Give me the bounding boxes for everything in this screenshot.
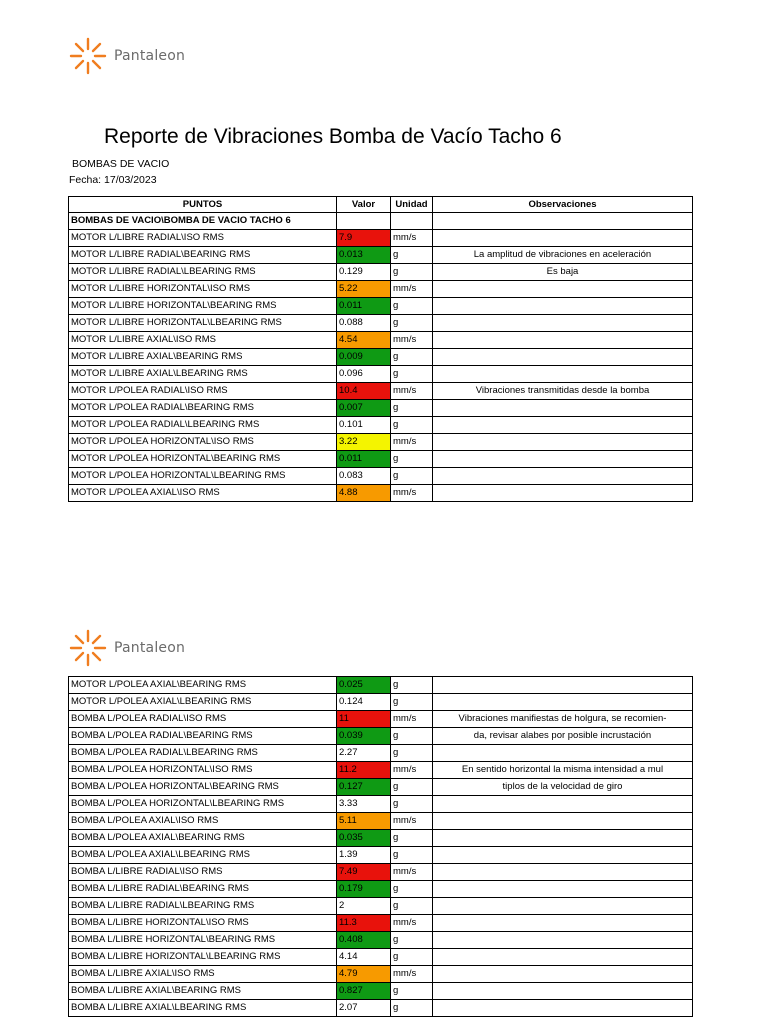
vibration-table-page-1 [68,196,693,502]
unidad-cell: mm/s [391,966,433,983]
unidad-cell: mm/s [391,762,433,779]
observacion-cell: Vibraciones manifiestas de holgura, se recomien- [433,711,693,728]
table-row [69,434,693,451]
unidad-cell: g [391,247,433,264]
valor-cell: 0.025 [337,677,391,694]
table-header-row [69,197,693,213]
valor-cell: 3.33 [337,796,391,813]
observacion-cell: Es baja [433,264,693,281]
punto-cell: MOTOR L/POLEA HORIZONTAL\ISO RMS [69,434,337,451]
punto-cell: MOTOR L/LIBRE HORIZONTAL\LBEARING RMS [69,315,337,332]
table-row [69,468,693,485]
observacion-cell: Vibraciones transmitidas desde la bomba [433,383,693,400]
table-row [69,813,693,830]
unidad-cell: mm/s [391,281,433,298]
punto-cell: BOMBA L/POLEA AXIAL\BEARING RMS [69,830,337,847]
punto-cell: MOTOR L/LIBRE AXIAL\LBEARING RMS [69,366,337,383]
punto-cell: BOMBA L/POLEA HORIZONTAL\BEARING RMS [69,779,337,796]
unidad-cell: mm/s [391,485,433,502]
observacion-cell [433,451,693,468]
observacion-cell [433,332,693,349]
unidad-cell: g [391,451,433,468]
unidad-cell: g [391,677,433,694]
unidad-cell: g [391,745,433,762]
punto-cell: MOTOR L/LIBRE AXIAL\BEARING RMS [69,349,337,366]
unidad-cell: g [391,417,433,434]
observacion-cell [433,949,693,966]
unidad-cell: mm/s [391,711,433,728]
observacion-cell [433,694,693,711]
table-row [69,898,693,915]
observacion-cell [433,745,693,762]
punto-cell: MOTOR L/LIBRE HORIZONTAL\BEARING RMS [69,298,337,315]
punto-cell: MOTOR L/POLEA RADIAL\ISO RMS [69,383,337,400]
unidad-cell: g [391,264,433,281]
unidad-cell: g [391,315,433,332]
table-row [69,881,693,898]
valor-cell: 3.22 [337,434,391,451]
table-row [69,264,693,281]
table-row [69,451,693,468]
table-row [69,915,693,932]
table-row [69,779,693,796]
observacion-cell [433,677,693,694]
valor-cell: 2.27 [337,745,391,762]
unidad-cell: mm/s [391,864,433,881]
valor-cell: 5.22 [337,281,391,298]
punto-cell: MOTOR L/POLEA AXIAL\BEARING RMS [69,677,337,694]
table-row [69,349,693,366]
valor-cell: 4.79 [337,966,391,983]
unidad-cell: g [391,728,433,745]
observacion-cell [433,230,693,247]
observacion-cell: En sentido horizontal la misma intensidad a mul [433,762,693,779]
header-observaciones: Observaciones [433,197,693,213]
table-row [69,762,693,779]
punto-cell: BOMBA L/POLEA AXIAL\ISO RMS [69,813,337,830]
unidad-cell: g [391,949,433,966]
observacion-cell: da, revisar alabes por posible incrustación [433,728,693,745]
punto-cell: BOMBA L/POLEA RADIAL\LBEARING RMS [69,745,337,762]
company-logo-page-2 [68,628,185,668]
punto-cell: BOMBA L/LIBRE HORIZONTAL\BEARING RMS [69,932,337,949]
punto-cell: BOMBA L/POLEA RADIAL\ISO RMS [69,711,337,728]
observacion-cell [433,915,693,932]
punto-cell: BOMBA L/POLEA RADIAL\BEARING RMS [69,728,337,745]
table-row [69,247,693,264]
punto-cell: MOTOR L/LIBRE RADIAL\BEARING RMS [69,247,337,264]
table-row [69,847,693,864]
pantaleon-logo-icon [68,36,108,76]
punto-cell: BOMBA L/LIBRE HORIZONTAL\ISO RMS [69,915,337,932]
group-label: BOMBAS DE VACIO\BOMBA DE VACIO TACHO 6 [69,213,337,230]
pantaleon-logo-icon [68,628,108,668]
punto-cell: MOTOR L/LIBRE RADIAL\ISO RMS [69,230,337,247]
punto-cell: BOMBA L/LIBRE HORIZONTAL\LBEARING RMS [69,949,337,966]
valor-cell: 0.096 [337,366,391,383]
company-logo [68,36,185,76]
unidad-cell: g [391,349,433,366]
observacion-cell [433,298,693,315]
unidad-cell: mm/s [391,915,433,932]
valor-cell: 0.088 [337,315,391,332]
table-row [69,677,693,694]
table-row [69,796,693,813]
punto-cell: BOMBA L/POLEA HORIZONTAL\LBEARING RMS [69,796,337,813]
valor-cell: 0.827 [337,983,391,1000]
unidad-cell: g [391,796,433,813]
table-row [69,830,693,847]
observacion-cell [433,366,693,383]
valor-cell: 1.39 [337,847,391,864]
department-label: BOMBAS DE VACIO [72,158,170,170]
punto-cell: MOTOR L/LIBRE HORIZONTAL\ISO RMS [69,281,337,298]
punto-cell: MOTOR L/POLEA HORIZONTAL\BEARING RMS [69,451,337,468]
observacion-cell [433,898,693,915]
unidad-cell: g [391,468,433,485]
table-row [69,949,693,966]
valor-cell: 0.035 [337,830,391,847]
valor-cell: 0.011 [337,451,391,468]
unidad-cell: g [391,830,433,847]
table-row [69,694,693,711]
observacion-cell [433,485,693,502]
punto-cell: MOTOR L/POLEA RADIAL\BEARING RMS [69,400,337,417]
report-date: Fecha: 17/03/2023 [69,174,157,186]
observacion-cell [433,864,693,881]
unidad-cell: mm/s [391,383,433,400]
observacion-cell [433,983,693,1000]
punto-cell: BOMBA L/POLEA HORIZONTAL\ISO RMS [69,762,337,779]
group-row [69,213,693,230]
unidad-cell: g [391,366,433,383]
table-row [69,1000,693,1017]
table-row [69,383,693,400]
valor-cell: 7.9 [337,230,391,247]
table-row [69,366,693,383]
punto-cell: BOMBA L/LIBRE AXIAL\ISO RMS [69,966,337,983]
punto-cell: MOTOR L/POLEA RADIAL\LBEARING RMS [69,417,337,434]
valor-cell: 0.083 [337,468,391,485]
valor-cell: 2 [337,898,391,915]
observacion-cell: La amplitud de vibraciones en aceleración [433,247,693,264]
observacion-cell [433,1000,693,1017]
unidad-cell: mm/s [391,434,433,451]
table-row [69,745,693,762]
punto-cell: BOMBA L/LIBRE AXIAL\BEARING RMS [69,983,337,1000]
table-row [69,281,693,298]
observacion-cell: tiplos de la velocidad de giro [433,779,693,796]
punto-cell: MOTOR L/LIBRE AXIAL\ISO RMS [69,332,337,349]
observacion-cell [433,349,693,366]
observacion-cell [433,796,693,813]
valor-cell: 5.11 [337,813,391,830]
observacion-cell [433,468,693,485]
valor-cell: 0.039 [337,728,391,745]
table-row [69,485,693,502]
observacion-cell [433,881,693,898]
table-row [69,400,693,417]
table-row [69,728,693,745]
valor-cell: 4.14 [337,949,391,966]
valor-cell: 0.011 [337,298,391,315]
valor-cell: 0.009 [337,349,391,366]
report-title: Reporte de Vibraciones Bomba de Vacío Tacho 6 [104,125,562,148]
valor-cell: 4.88 [337,485,391,502]
unidad-cell: g [391,898,433,915]
observacion-cell [433,830,693,847]
punto-cell: MOTOR L/POLEA HORIZONTAL\LBEARING RMS [69,468,337,485]
unidad-cell: g [391,779,433,796]
table-row [69,711,693,728]
punto-cell: MOTOR L/LIBRE RADIAL\LBEARING RMS [69,264,337,281]
table-row [69,983,693,1000]
unidad-cell: g [391,1000,433,1017]
unidad-cell: g [391,847,433,864]
valor-cell: 0.101 [337,417,391,434]
unidad-cell: mm/s [391,813,433,830]
header-unidad: Unidad [391,197,433,213]
punto-cell: BOMBA L/LIBRE AXIAL\LBEARING RMS [69,1000,337,1017]
table-row [69,932,693,949]
unidad-cell: g [391,983,433,1000]
table-row [69,298,693,315]
observacion-cell [433,417,693,434]
valor-cell: 0.408 [337,932,391,949]
vibration-table-page-2 [68,676,693,1017]
unidad-cell: mm/s [391,230,433,247]
punto-cell: BOMBA L/LIBRE RADIAL\BEARING RMS [69,881,337,898]
punto-cell: BOMBA L/LIBRE RADIAL\ISO RMS [69,864,337,881]
unidad-cell: g [391,694,433,711]
observacion-cell [433,847,693,864]
valor-cell: 0.179 [337,881,391,898]
logo-text: Pantaleon [114,48,186,64]
valor-cell: 0.007 [337,400,391,417]
valor-cell: 2.07 [337,1000,391,1017]
table-row [69,417,693,434]
table-row [69,966,693,983]
observacion-cell [433,813,693,830]
logo-text: Pantaleon [114,640,186,656]
unidad-cell: g [391,298,433,315]
observacion-cell [433,966,693,983]
table-row [69,230,693,247]
valor-cell: 0.129 [337,264,391,281]
observacion-cell [433,315,693,332]
valor-cell: 0.127 [337,779,391,796]
punto-cell: MOTOR L/POLEA AXIAL\ISO RMS [69,485,337,502]
unidad-cell: mm/s [391,332,433,349]
punto-cell: BOMBA L/POLEA AXIAL\LBEARING RMS [69,847,337,864]
valor-cell: 0.013 [337,247,391,264]
observacion-cell [433,281,693,298]
table-row [69,315,693,332]
observacion-cell [433,400,693,417]
header-valor: Valor [337,197,391,213]
observacion-cell [433,932,693,949]
unidad-cell: g [391,400,433,417]
valor-cell: 11 [337,711,391,728]
table-row [69,864,693,881]
valor-cell: 11.3 [337,915,391,932]
punto-cell: MOTOR L/POLEA AXIAL\LBEARING RMS [69,694,337,711]
valor-cell: 0.124 [337,694,391,711]
table-row [69,332,693,349]
punto-cell: BOMBA L/LIBRE RADIAL\LBEARING RMS [69,898,337,915]
header-puntos: PUNTOS [69,197,337,213]
observacion-cell [433,434,693,451]
valor-cell: 11.2 [337,762,391,779]
valor-cell: 10.4 [337,383,391,400]
unidad-cell: g [391,932,433,949]
valor-cell: 4.54 [337,332,391,349]
valor-cell: 7.49 [337,864,391,881]
unidad-cell: g [391,881,433,898]
